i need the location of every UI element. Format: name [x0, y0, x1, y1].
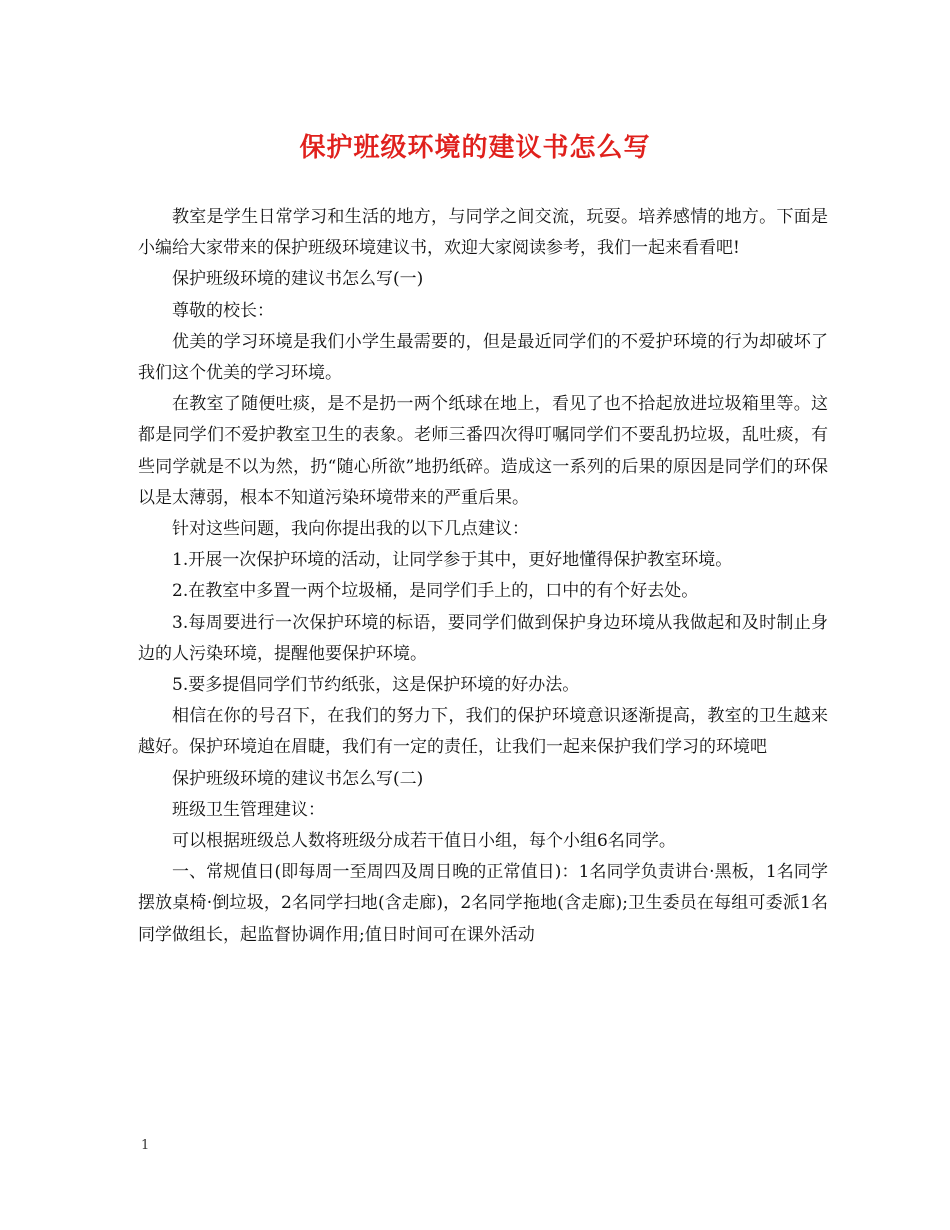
- suggestion-item: 2.在教室中多置一两个垃圾桶，是同学们手上的，口中的有个好去处。: [172, 581, 699, 602]
- salutation: 尊敬的校长：: [172, 300, 274, 321]
- section-heading-two: 保护班级环境的建议书怎么写(二): [172, 768, 424, 789]
- body-paragraph: 针对这些问题，我向你提出我的以下几点建议：: [172, 519, 529, 540]
- suggestion-item: 1.开展一次保护环境的活动，让同学参于其中，更好地懂得保护教室环境。: [172, 550, 733, 571]
- suggestion-item: 5.要多提倡同学们节约纸张，这是保护环境的好办法。: [172, 675, 580, 696]
- page-number: 1: [141, 1138, 150, 1153]
- document-title: 保护班级环境的建议书怎么写: [299, 133, 651, 163]
- body-paragraph: 一、常规值日(即每周一至周四及周日晚的正常值日)：1名同学负责讲台·黑板，1名同学摆放桌椅·倒垃圾，2名同学扫地(含走廊)，2名同学拖地(含走廊);卫生委员在每组可委派1名同学做组长，起监督协调作用;值日时间可在课外活动: [138, 862, 828, 945]
- suggestion-item: 3.每周要进行一次保护环境的标语，要同学们做到保护身边环境从我做起和及时制止身边的人污染环境，提醒他要保护环境。: [138, 612, 828, 664]
- body-paragraph: 优美的学习环境是我们小学生最需要的，但是最近同学们的不爱护环境的行为却破坏了我们这个优美的学习环境。: [138, 331, 828, 384]
- document-body: [138, 202, 828, 951]
- body-paragraph: 相信在你的号召下，在我们的努力下，我们的保护环境意识逐渐提高，教室的卫生越来越好。保护环境迫在眉睫，我们有一定的责任，让我们一起来保护我们学习的环境吧: [138, 706, 828, 758]
- section-heading-one: 保护班级环境的建议书怎么写(一): [172, 269, 424, 290]
- intro-paragraph: 教室是学生日常学习和生活的地方，与同学之间交流，玩耍。培养感情的地方。下面是小编给大家带来的保护班级环境建议书，欢迎大家阅读参考，我们一起来看看吧!: [138, 207, 828, 259]
- subheading: 班级卫生管理建议：: [172, 799, 325, 820]
- body-paragraph: 可以根据班级总人数将班级分成若干值日小组，每个小组6名同学。: [172, 831, 676, 852]
- body-paragraph: 在教室了随便吐痰，是不是扔一两个纸球在地上，看见了也不拾起放进垃圾箱里等。这都是同学们不爱护教室卫生的表象。老师三番四次得叮嘱同学们不要乱扔垃圾，乱吐痰，有些同学就是不以为然，扔“随心所欲”地扔纸碎。造成这一系列的后果的原因是同学们的环保以是太薄弱，根本不知道污染环境带来的严重后果。: [138, 394, 828, 508]
